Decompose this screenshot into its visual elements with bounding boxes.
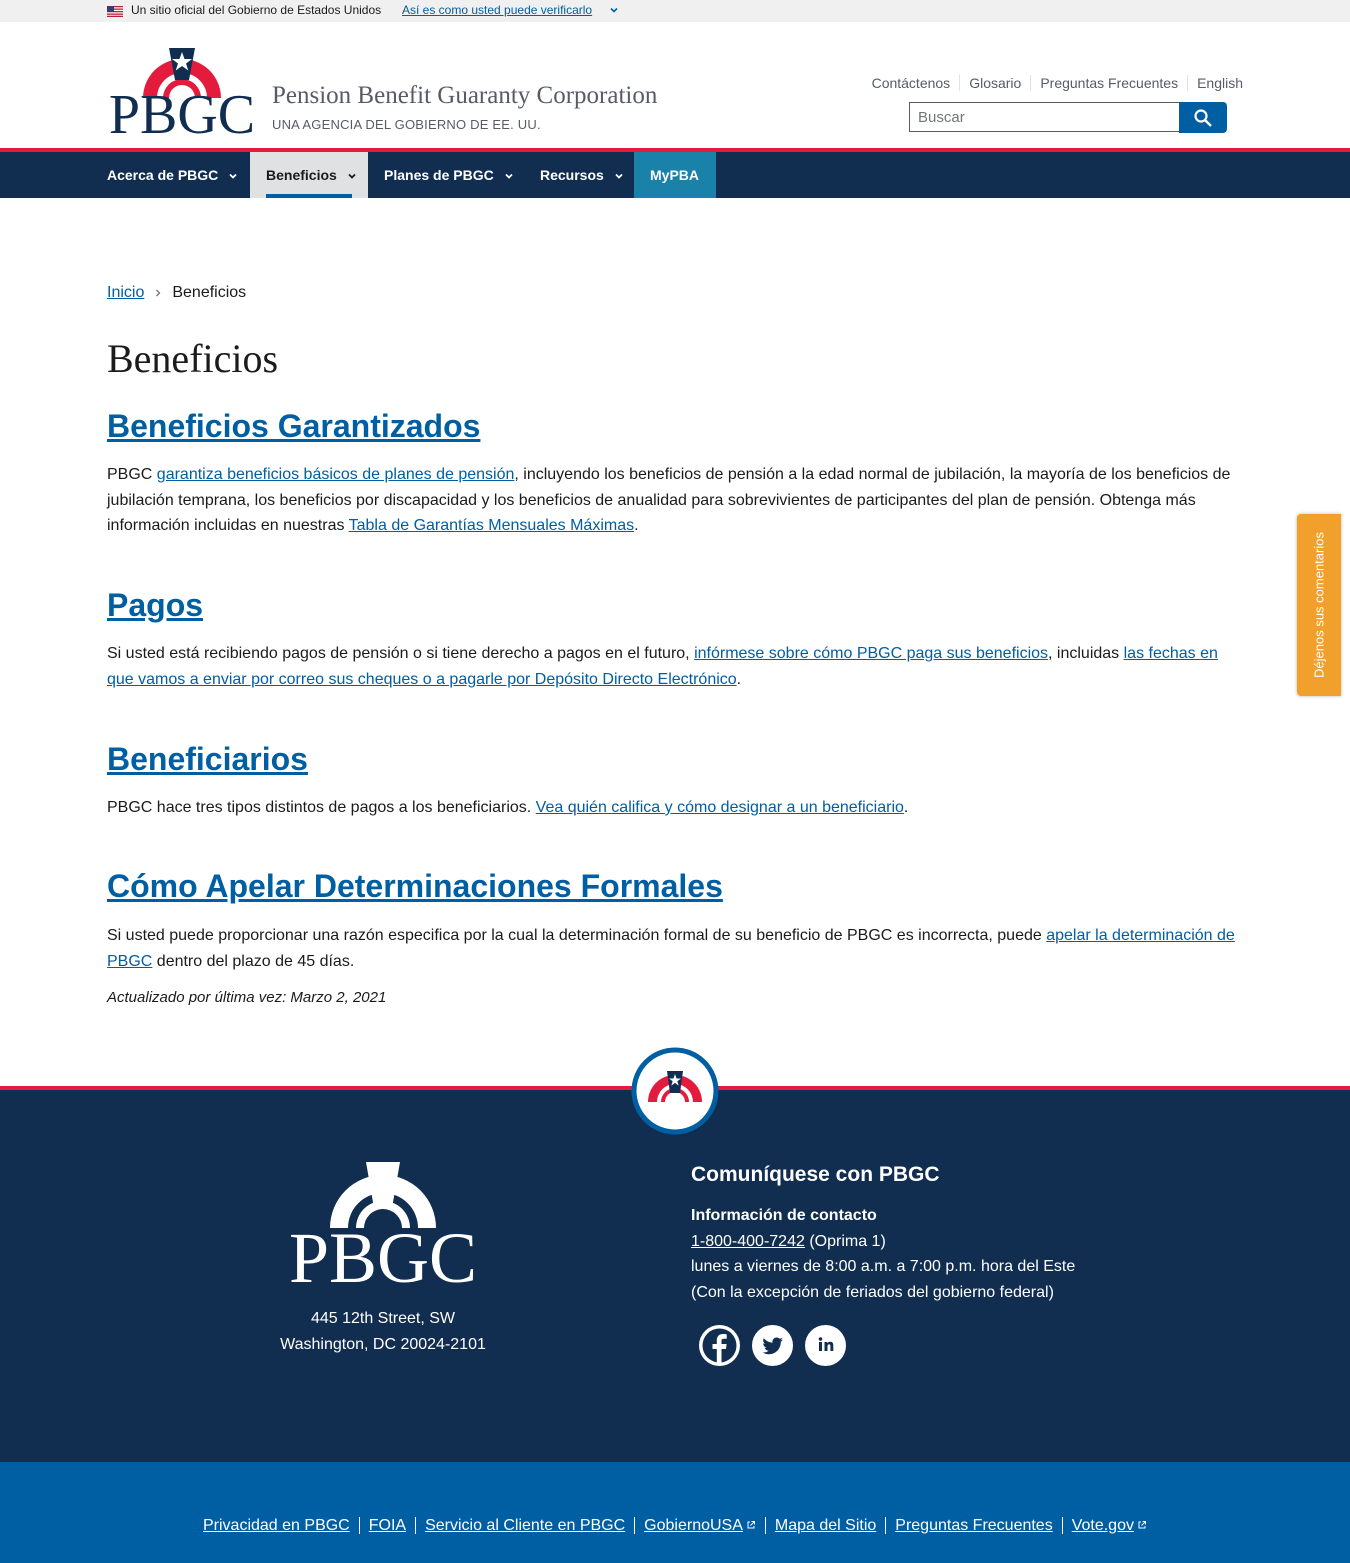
contact-subtitle: Información de contacto: [691, 1207, 877, 1224]
nav-benefits-label: Beneficios: [266, 167, 337, 183]
nav-mypba[interactable]: MyPBA: [634, 152, 716, 198]
bottom-link-faq[interactable]: Preguntas Frecuentes: [885, 1517, 1061, 1534]
agency-subtitle: UNA AGENCIA DEL GOBIERNO DE EE. UU.: [272, 117, 541, 132]
breadcrumb-current: Beneficios: [172, 284, 247, 301]
bottom-links: [0, 1517, 1350, 1534]
official-site-text: Un sitio oficial del Gobierno de Estados Unidos: [131, 3, 382, 17]
link-designate-beneficiary[interactable]: Vea quién califica y cómo designar a un beneficiario: [535, 799, 904, 816]
text: .: [634, 517, 639, 534]
external-link-icon: [746, 1520, 756, 1530]
us-flag-icon: [107, 6, 123, 17]
heading-link-beneficiaries[interactable]: Beneficiarios: [107, 741, 308, 777]
text: PBGC hace tres tipos distintos de pagos a los beneficiarios.: [107, 799, 536, 816]
breadcrumb-home[interactable]: Inicio: [107, 284, 145, 301]
site-footer: [0, 1090, 1350, 1462]
bottom-link-usagov-label: GobiernoUSA: [644, 1517, 743, 1534]
search-icon: [1193, 108, 1213, 128]
bottom-link-vote-label: Vote.gov: [1071, 1517, 1134, 1534]
bottom-link-sitemap[interactable]: Mapa del Sitio: [765, 1517, 885, 1534]
util-link-glossary[interactable]: Glosario: [959, 75, 1030, 91]
nav-benefits[interactable]: [250, 152, 368, 198]
link-appeal-determination[interactable]: apelar la determinación de PBGC: [107, 927, 1235, 970]
pbgc-logo[interactable]: [107, 40, 257, 135]
bottom-link-usagov[interactable]: [634, 1517, 765, 1534]
feedback-label: Déjenos sus comentarios: [1311, 532, 1327, 678]
main-nav: [0, 152, 1350, 198]
contact-holidays: (Con la excepción de feriados del gobierno federal): [691, 1284, 1054, 1301]
chevron-down-icon[interactable]: [609, 5, 619, 15]
section-paragraph: [107, 923, 1243, 974]
bottom-link-customer-service[interactable]: Servicio al Cliente en PBGC: [415, 1517, 634, 1534]
breadcrumb: [107, 284, 246, 302]
nav-plans-label: Planes de PBGC: [384, 167, 494, 183]
section-heading: [107, 868, 723, 905]
bottom-bar: [0, 1462, 1350, 1563]
nav-resources-label: Recursos: [540, 167, 604, 183]
contact-hours: lunes a viernes de 8:00 a.m. a 7:00 p.m. hora del Este: [691, 1258, 1076, 1275]
chevron-down-icon: [504, 171, 514, 181]
section-heading: [107, 408, 480, 445]
address-line1: 445 12th Street, SW: [310, 1310, 456, 1327]
text: .: [903, 799, 909, 816]
bottom-link-privacy[interactable]: Privacidad en PBGC: [203, 1517, 350, 1534]
contact-phone-line: [691, 1233, 886, 1251]
text: , incluyendo los beneficios de pensión a la edad normal de jubilación, la mayoría de los beneficios de jubilación temprana, los beneficios por discapacidad y los beneficios de anualidad para sobrevivientes de participantes del plan de pensión. Obtenga más información incluidas en nuestras: [107, 466, 1231, 534]
util-link-faq[interactable]: Preguntas Frecuentes: [1030, 75, 1187, 91]
chevron-down-icon: [614, 171, 624, 181]
heading-link-guaranteed[interactable]: Beneficios Garantizados: [107, 408, 481, 444]
text: PBGC: [107, 466, 157, 483]
section-paragraph: [107, 795, 1243, 821]
logo-text: PBGC: [108, 84, 256, 135]
phone-link[interactable]: 1-800-400-7242: [691, 1233, 805, 1250]
chevron-down-icon: [347, 171, 357, 181]
heading-link-appeals[interactable]: Cómo Apelar Determinaciones Formales: [107, 868, 723, 904]
last-updated: Actualizado por última vez: Marzo 2, 2021: [107, 989, 387, 1006]
footer-logo-text: PBGC: [288, 1218, 478, 1285]
feedback-tab[interactable]: [1297, 514, 1341, 696]
address-line2: Washington, DC 20024-2101: [280, 1336, 486, 1353]
nav-about[interactable]: [91, 152, 254, 198]
agency-name[interactable]: Pension Benefit Guaranty Corporation: [272, 82, 658, 109]
contact-title: Comuníquese con PBGC: [691, 1163, 940, 1186]
bottom-link-vote[interactable]: [1062, 1517, 1156, 1534]
utility-links: [863, 75, 1243, 91]
util-link-contact[interactable]: Contáctenos: [871, 75, 951, 91]
site-header: [0, 22, 1350, 152]
nav-about-label: Acerca de PBGC: [107, 167, 219, 183]
link-max-guarantee-table[interactable]: Tabla de Garantías Mensuales Máximas: [348, 517, 635, 534]
pbgc-footer-logo: [282, 1160, 484, 1285]
phone-note: (Oprima 1): [804, 1233, 886, 1250]
section-paragraph: [107, 462, 1243, 539]
link-how-pbgc-pays[interactable]: infórmese sobre cómo PBGC paga sus beneficios: [694, 645, 1049, 662]
section-heading: [107, 587, 203, 624]
link-basic-benefits[interactable]: garantiza beneficios básicos de planes de pensión: [156, 466, 515, 483]
section-paragraph: [107, 641, 1243, 692]
util-link-english[interactable]: English: [1187, 75, 1243, 91]
nav-plans[interactable]: [368, 152, 530, 198]
text: .: [736, 670, 742, 688]
page-title: Beneficios: [107, 336, 279, 381]
text: , incluidas: [1048, 645, 1124, 662]
twitter-icon: [752, 1325, 793, 1366]
chevron-down-icon: [228, 171, 238, 181]
verify-link[interactable]: Así es como usted puede verificarlo: [402, 3, 593, 17]
link-payment-dates[interactable]: las fechas en que vamos a enviar por correo sus cheques o a pagarle por Depósito Directo Electrónico: [107, 645, 1218, 688]
section-heading: [107, 741, 308, 778]
text: Si usted puede proporcionar una razón especifica por la cual la determinación formal de su beneficio de PBGC es incorrecta, puede: [107, 927, 1047, 944]
linkedin-icon: [805, 1325, 846, 1366]
search-button[interactable]: [1179, 102, 1227, 133]
facebook-icon: [699, 1325, 740, 1366]
linkedin-link[interactable]: [805, 1325, 846, 1366]
footer-emblem: [630, 1046, 720, 1136]
chevron-right-icon: [154, 288, 162, 298]
search-input[interactable]: [909, 102, 1182, 132]
heading-link-payments[interactable]: Pagos: [107, 587, 204, 623]
nav-resources[interactable]: [524, 152, 640, 198]
facebook-link[interactable]: [699, 1325, 740, 1366]
gov-banner: [0, 0, 1350, 22]
text: dentro del plazo de 45 días.: [152, 952, 355, 970]
twitter-link[interactable]: [752, 1325, 793, 1366]
bottom-link-foia[interactable]: FOIA: [359, 1517, 415, 1534]
external-link-icon: [1137, 1520, 1147, 1530]
text: Si usted está recibiendo pagos de pensión o si tiene derecho a pagos en el futuro,: [107, 645, 695, 662]
